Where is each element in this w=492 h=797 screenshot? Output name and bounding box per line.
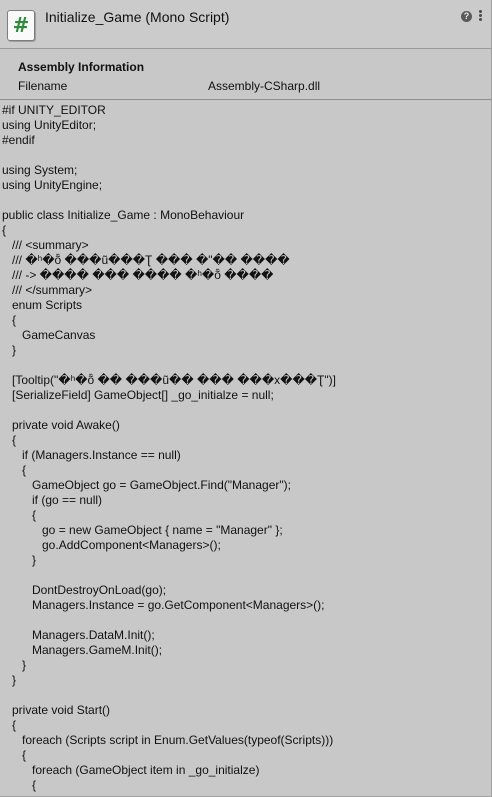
code-line: public class Initialize_Game : MonoBehaviour [2,208,245,222]
code-line: if (Managers.Instance == null) [2,448,181,462]
code-line: GameObject go = GameObject.Find("Manager"); [2,478,291,492]
code-line [2,688,488,703]
hash-glyph: # [12,13,30,37]
code-line [2,193,488,208]
code-line: /// -> ���� ��� ���� �ʰ�ȭ ���� [2,268,274,282]
code-line: foreach (Scripts script in Enum.GetValues(typeof(Scripts))) [2,733,334,747]
code-line: private void Awake() [2,418,120,432]
code-line: GameCanvas [2,328,96,342]
code-line: } [2,673,17,687]
code-line: using UnityEngine; [2,178,103,192]
code-line: { [2,748,27,762]
assembly-information-title: Assembly Information [18,60,145,74]
code-line: [SerializeField] GameObject[] _go_initialze = null; [2,388,274,402]
filename-value: Assembly-CSharp.dll [208,79,321,93]
code-line: /// <summary> [2,238,89,252]
filename-label: Filename [18,79,68,93]
assembly-information-section [0,49,491,100]
script-source-preview[interactable] [2,103,488,795]
code-line [2,358,488,373]
code-line: { [2,223,7,237]
code-line: foreach (GameObject item in _go_initialze) [2,763,260,777]
code-line: { [2,718,17,732]
code-line: go = new GameObject { name = "Manager" }; [2,523,283,537]
code-line: Managers.DataM.Init(); [2,628,155,642]
code-line: /// �ʰ�ȭ ���ũ���Ʈ ��� �"�� ���� [2,253,290,267]
code-line: /// </summary> [2,283,93,297]
code-line: { [2,778,37,792]
code-line: { [2,463,27,477]
code-line [2,148,488,163]
csharp-script-icon [7,10,35,41]
code-line: } [2,658,27,672]
code-line: DontDestroyOnLoad(go); [2,583,167,597]
code-line: if (go == null) [2,493,103,507]
code-line: { [2,508,37,522]
code-line: } [2,553,37,567]
code-line: Managers.GameM.Init(); [2,643,163,657]
code-line [2,613,488,628]
code-line [2,403,488,418]
kebab-menu-icon[interactable] [478,9,484,23]
code-line: #endif [2,133,35,147]
help-icon[interactable]: ? [461,11,472,22]
code-line: { [2,433,17,447]
code-line [2,568,488,583]
code-line: } [2,343,17,357]
code-line: [Tooltip("�ʰ�ȭ �� ���ũ�� ��� ���x���Ʈ")] [2,373,336,387]
code-line: go.AddComponent<Managers>(); [2,538,221,552]
code-line: using System; [2,163,78,177]
code-line: #if UNITY_EDITOR [2,103,106,117]
code-line: private void Start() [2,703,111,717]
code-line: Managers.Instance = go.GetComponent<Managers>(); [2,598,325,612]
code-line: enum Scripts [2,298,83,312]
code-line: { [2,313,17,327]
inspector-header [0,0,491,49]
code-line: using UnityEditor; [2,118,97,132]
inspector-title: Initialize_Game (Mono Script) [45,9,230,25]
